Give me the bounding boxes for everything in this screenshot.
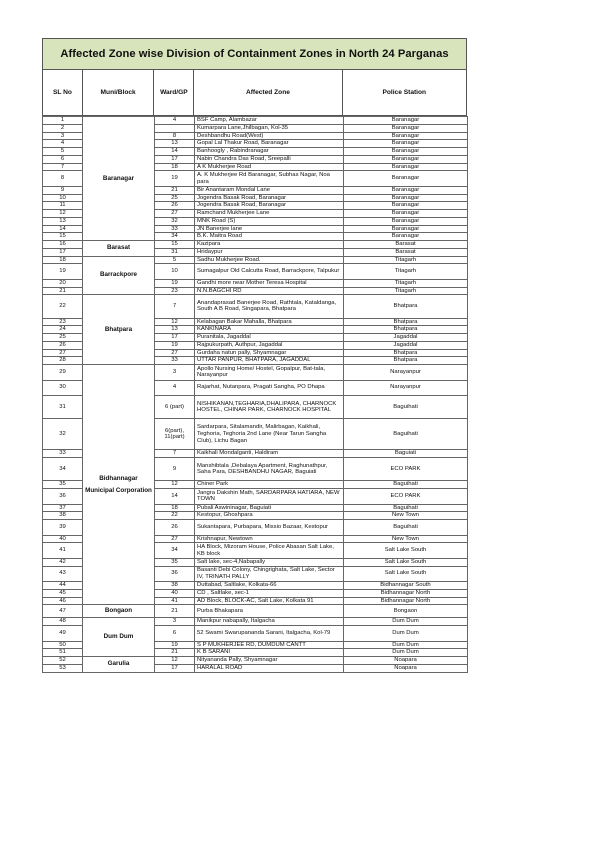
sl-no-cell: 25 bbox=[43, 334, 83, 342]
affected-zone-cell: KANKINARA bbox=[195, 326, 344, 334]
police-station-cell: Baranagar bbox=[344, 117, 468, 125]
police-station-cell: Narayanpur bbox=[344, 365, 468, 381]
ward-cell: 17 bbox=[155, 155, 195, 163]
affected-zone-cell: Nityananda Pally, Shyamnagar bbox=[195, 657, 344, 665]
affected-zone-cell: Krishnapur, Newtown bbox=[195, 535, 344, 543]
table-row bbox=[43, 365, 468, 381]
police-station-cell: Jagaddal bbox=[344, 341, 468, 349]
sl-no-cell: 52 bbox=[43, 657, 83, 665]
affected-zone-cell: Kelabagan Bakar Mahalla, Bhatpara bbox=[195, 318, 344, 326]
affected-zone-cell: Manshibtala ,Debalaya Apartment, Raghunathpur, Saha Para, DESHBANDHU NAGAR, Baguiati bbox=[195, 458, 344, 481]
police-station-cell: New Town bbox=[344, 512, 468, 520]
police-station-cell: Baranagar bbox=[344, 171, 468, 187]
police-station-cell: Baguihati bbox=[344, 419, 468, 450]
sl-no-cell: 44 bbox=[43, 582, 83, 590]
document-page bbox=[42, 38, 467, 673]
police-station-cell: Baranagar bbox=[344, 210, 468, 218]
ward-cell: 26 bbox=[155, 520, 195, 536]
police-station-cell: Titagarh bbox=[344, 256, 468, 264]
affected-zone-cell: Manikpur nabapally, Italgacha bbox=[195, 618, 344, 626]
police-station-cell: Baranagar bbox=[344, 140, 468, 148]
sl-no-cell: 9 bbox=[43, 186, 83, 194]
sl-no-cell: 24 bbox=[43, 326, 83, 334]
police-station-cell: Baguihati bbox=[344, 481, 468, 489]
municipality-cell: Garulia bbox=[83, 657, 155, 673]
police-station-cell: Barasat bbox=[344, 248, 468, 256]
police-station-cell: Dum Dum bbox=[344, 626, 468, 642]
police-station-cell: Baranagar bbox=[344, 233, 468, 241]
police-station-cell: Barasat bbox=[344, 241, 468, 249]
ward-cell: 26 bbox=[155, 202, 195, 210]
police-station-cell: Salt Lake South bbox=[344, 558, 468, 566]
sl-no-cell: 33 bbox=[43, 450, 83, 458]
police-station-cell: Bhatpara bbox=[344, 349, 468, 357]
document-title: Affected Zone wise Division of Containment Zones in North 24 Parganas bbox=[42, 38, 467, 70]
ward-cell: 35 bbox=[155, 558, 195, 566]
police-station-cell: Titagarh bbox=[344, 279, 468, 287]
affected-zone-cell: Kumarpara Lane,Jhilbagan, Kol-35 bbox=[195, 124, 344, 132]
table-row bbox=[43, 117, 468, 125]
ward-cell: 21 bbox=[155, 649, 195, 657]
affected-zone-cell: Ramchand Mukherjee Lane bbox=[195, 210, 344, 218]
police-station-cell: Baguihati bbox=[344, 396, 468, 419]
sl-no-cell: 42 bbox=[43, 558, 83, 566]
affected-zone-cell: Gandhi more near Mother Teresa Hospital bbox=[195, 279, 344, 287]
table-header bbox=[42, 70, 467, 116]
table-row bbox=[43, 295, 468, 318]
affected-zone-cell: Apollo Nursing Home/ Hostel, Gopalpur, Bat-tala, Narayanpur bbox=[195, 365, 344, 381]
header-zone: Affected Zone bbox=[194, 70, 342, 115]
sl-no-cell: 12 bbox=[43, 210, 83, 218]
affected-zone-cell: HA Block, Mizoram House, Police Abasan Salt Lake, KB block bbox=[195, 543, 344, 559]
ward-cell: 15 bbox=[155, 241, 195, 249]
affected-zone-cell: Chiner Park bbox=[195, 481, 344, 489]
police-station-cell: Noapara bbox=[344, 664, 468, 672]
police-station-cell: Dum Dum bbox=[344, 618, 468, 626]
police-station-cell: Dum Dum bbox=[344, 649, 468, 657]
ward-cell: 19 bbox=[155, 279, 195, 287]
affected-zone-cell: Duttabad, Saltlake, Kolkata-66 bbox=[195, 582, 344, 590]
sl-no-cell: 31 bbox=[43, 396, 83, 419]
sl-no-cell: 5 bbox=[43, 148, 83, 156]
sl-no-cell: 37 bbox=[43, 504, 83, 512]
ward-cell: 33 bbox=[155, 225, 195, 233]
sl-no-cell: 6 bbox=[43, 155, 83, 163]
affected-zone-cell: Basanti Debi Colony, Chingrighata, Salt Lake, Sector IV, TRINATH PALLY bbox=[195, 566, 344, 582]
ward-cell: 18 bbox=[155, 504, 195, 512]
sl-no-cell: 35 bbox=[43, 481, 83, 489]
affected-zone-cell: Sumagalpur Old Calcutta Road, Barrackpore, Talpukur bbox=[195, 264, 344, 280]
ward-cell: 14 bbox=[155, 489, 195, 505]
affected-zone-cell: Puranitala, Jagaddal bbox=[195, 334, 344, 342]
affected-zone-cell: Purba Bhakapara bbox=[195, 605, 344, 618]
sl-no-cell: 26 bbox=[43, 341, 83, 349]
ward-cell: 25 bbox=[155, 194, 195, 202]
sl-no-cell: 14 bbox=[43, 225, 83, 233]
police-station-cell: Baranagar bbox=[344, 132, 468, 140]
sl-no-cell: 18 bbox=[43, 256, 83, 264]
sl-no-cell: 41 bbox=[43, 543, 83, 559]
police-station-cell: Jagaddal bbox=[344, 334, 468, 342]
police-station-cell: Bidhannagar North bbox=[344, 589, 468, 597]
affected-zone-cell: Jogendra Basak Road, Baranagar bbox=[195, 202, 344, 210]
ward-cell: 5 bbox=[155, 256, 195, 264]
police-station-cell: ECO PARK bbox=[344, 458, 468, 481]
police-station-cell: New Town bbox=[344, 535, 468, 543]
affected-zone-cell: Sadhu Mukherjee Road. bbox=[195, 256, 344, 264]
affected-zone-cell: Rajarhat, Nutanpara, Pragati Sangha, PO Dhapa bbox=[195, 380, 344, 396]
affected-zone-cell: CD , Saltlake, sec-1 bbox=[195, 589, 344, 597]
municipality-cell: Bongaon bbox=[83, 605, 155, 618]
table-row bbox=[43, 618, 468, 626]
sl-no-cell: 4 bbox=[43, 140, 83, 148]
sl-no-cell: 22 bbox=[43, 295, 83, 318]
containment-table bbox=[42, 116, 468, 673]
ward-cell: 38 bbox=[155, 582, 195, 590]
police-station-cell: Bongaon bbox=[344, 605, 468, 618]
affected-zone-cell: UTTAR PANPUR, BHATPARA, JAGADDAL bbox=[195, 357, 344, 365]
sl-no-cell: 47 bbox=[43, 605, 83, 618]
affected-zone-cell: Gurdaha natun pally, Shyamnagar bbox=[195, 349, 344, 357]
sl-no-cell: 39 bbox=[43, 520, 83, 536]
ward-cell: 22 bbox=[155, 512, 195, 520]
ward-cell: 7 bbox=[155, 450, 195, 458]
ward-cell: 13 bbox=[155, 326, 195, 334]
affected-zone-cell: Kestopur, Ghoshpara bbox=[195, 512, 344, 520]
police-station-cell: Bhatpara bbox=[344, 357, 468, 365]
ward-cell: 18 bbox=[155, 163, 195, 171]
header-ward: Ward/GP bbox=[154, 70, 194, 115]
affected-zone-cell: Salt lake, sec-4,Nabapally bbox=[195, 558, 344, 566]
sl-no-cell: 17 bbox=[43, 248, 83, 256]
header-sl: SL No bbox=[43, 70, 83, 115]
affected-zone-cell: N.N.BAGCHI RD bbox=[195, 287, 344, 295]
police-station-cell: Bhatpara bbox=[344, 295, 468, 318]
affected-zone-cell: MNK Road (S) bbox=[195, 217, 344, 225]
ward-cell: 19 bbox=[155, 171, 195, 187]
sl-no-cell: 16 bbox=[43, 241, 83, 249]
affected-zone-cell: A. K Mukherjee Rd Baranagar, Subhas Nagar, Noa para bbox=[195, 171, 344, 187]
affected-zone-cell: JN Banerjee lane bbox=[195, 225, 344, 233]
sl-no-cell: 21 bbox=[43, 287, 83, 295]
table-row bbox=[43, 605, 468, 618]
affected-zone-cell: Kaikhali Mondalganti, Haldiram bbox=[195, 450, 344, 458]
ward-cell: 17 bbox=[155, 334, 195, 342]
ward-cell: 14 bbox=[155, 148, 195, 156]
sl-no-cell: 29 bbox=[43, 365, 83, 381]
affected-zone-cell: Sukantapara, Purbapara, Missio Bazaar, Kestopur bbox=[195, 520, 344, 536]
sl-no-cell: 2 bbox=[43, 124, 83, 132]
header-muni: Muni/Block bbox=[83, 70, 155, 115]
ward-cell bbox=[155, 124, 195, 132]
ward-cell: 4 bbox=[155, 117, 195, 125]
ward-cell: 31 bbox=[155, 248, 195, 256]
police-station-cell: Baranagar bbox=[344, 194, 468, 202]
ward-cell: 9 bbox=[155, 458, 195, 481]
sl-no-cell: 51 bbox=[43, 649, 83, 657]
sl-no-cell: 1 bbox=[43, 117, 83, 125]
affected-zone-cell: HARALAL ROAD bbox=[195, 664, 344, 672]
police-station-cell: Bhatpara bbox=[344, 318, 468, 326]
sl-no-cell: 30 bbox=[43, 380, 83, 396]
affected-zone-cell: Nabin Chandra Das Road, Sreepalli bbox=[195, 155, 344, 163]
municipality-cell: Bidhannagar Municipal Corporation bbox=[83, 365, 155, 605]
affected-zone-cell: Jogendra Basak Road, Baranagar bbox=[195, 194, 344, 202]
table-row bbox=[43, 657, 468, 665]
ward-cell: 21 bbox=[155, 605, 195, 618]
sl-no-cell: 10 bbox=[43, 194, 83, 202]
ward-cell: 12 bbox=[155, 318, 195, 326]
sl-no-cell: 45 bbox=[43, 589, 83, 597]
ward-cell: 3 bbox=[155, 618, 195, 626]
police-station-cell: Narayanpur bbox=[344, 380, 468, 396]
ward-cell: 34 bbox=[155, 233, 195, 241]
sl-no-cell: 15 bbox=[43, 233, 83, 241]
affected-zone-cell: AD Block, BLOCK-AC, Salt Lake, Kolkata 91 bbox=[195, 597, 344, 605]
ward-cell: 12 bbox=[155, 657, 195, 665]
police-station-cell: Titagarh bbox=[344, 287, 468, 295]
ward-cell: 12 bbox=[155, 481, 195, 489]
sl-no-cell: 27 bbox=[43, 349, 83, 357]
ward-cell: 17 bbox=[155, 664, 195, 672]
affected-zone-cell: Gopal Lal Thakur Road, Baranagar bbox=[195, 140, 344, 148]
police-station-cell: Bidhannagar South bbox=[344, 582, 468, 590]
police-station-cell: Baguihati bbox=[344, 504, 468, 512]
ward-cell: 7 bbox=[155, 295, 195, 318]
ward-cell: 13 bbox=[155, 140, 195, 148]
affected-zone-cell: Kazipara bbox=[195, 241, 344, 249]
sl-no-cell: 36 bbox=[43, 489, 83, 505]
sl-no-cell: 40 bbox=[43, 535, 83, 543]
sl-no-cell: 11 bbox=[43, 202, 83, 210]
ward-cell: 40 bbox=[155, 589, 195, 597]
police-station-cell: Baranagar bbox=[344, 155, 468, 163]
municipality-cell: Dum Dum bbox=[83, 618, 155, 657]
ward-cell: 6 (part) bbox=[155, 396, 195, 419]
police-station-cell: Bidhannagar North bbox=[344, 597, 468, 605]
sl-no-cell: 3 bbox=[43, 132, 83, 140]
affected-zone-cell: 52 Swami Swarupananda Sarani, Italgacha, Kol-79 bbox=[195, 626, 344, 642]
ward-cell: 3 bbox=[155, 365, 195, 381]
affected-zone-cell: Jangra Dakshin Math, SARDARPARA HATIARA, NEW TOWN bbox=[195, 489, 344, 505]
municipality-cell: Bhatpara bbox=[83, 295, 155, 365]
table-row bbox=[43, 241, 468, 249]
sl-no-cell: 49 bbox=[43, 626, 83, 642]
ward-cell: 10 bbox=[155, 264, 195, 280]
police-station-cell: Dum Dum bbox=[344, 641, 468, 649]
police-station-cell: Baranagar bbox=[344, 225, 468, 233]
sl-no-cell: 48 bbox=[43, 618, 83, 626]
sl-no-cell: 23 bbox=[43, 318, 83, 326]
police-station-cell: Baranagar bbox=[344, 148, 468, 156]
ward-cell: 19 bbox=[155, 341, 195, 349]
ward-cell: 36 bbox=[155, 566, 195, 582]
municipality-cell: Barasat bbox=[83, 241, 155, 257]
sl-no-cell: 46 bbox=[43, 597, 83, 605]
ward-cell: 27 bbox=[155, 535, 195, 543]
affected-zone-cell: S P MUKHERJEE RD, DUMDUM CANTT bbox=[195, 641, 344, 649]
ward-cell: 6 bbox=[155, 626, 195, 642]
police-station-cell: Salt Lake South bbox=[344, 543, 468, 559]
ward-cell: 27 bbox=[155, 349, 195, 357]
ward-cell: 21 bbox=[155, 186, 195, 194]
affected-zone-cell: Hridaypur bbox=[195, 248, 344, 256]
ward-cell: 6(part), 11(part) bbox=[155, 419, 195, 450]
sl-no-cell: 20 bbox=[43, 279, 83, 287]
affected-zone-cell: BSF Camp, Alambazar bbox=[195, 117, 344, 125]
police-station-cell: Baguihati bbox=[344, 520, 468, 536]
header-ps: Police Station bbox=[382, 89, 427, 96]
ward-cell: 33 bbox=[155, 357, 195, 365]
ward-cell: 4 bbox=[155, 380, 195, 396]
table-row bbox=[43, 256, 468, 264]
police-station-cell: Baguiati bbox=[344, 450, 468, 458]
affected-zone-cell: A K Mukherjee Road bbox=[195, 163, 344, 171]
affected-zone-cell: Deshbandhu Road(West) bbox=[195, 132, 344, 140]
affected-zone-cell: Anandaprasad Banerjee Road, Rathtala, Kataldanga, South A B Road, Singapara, Bhatpara bbox=[195, 295, 344, 318]
sl-no-cell: 32 bbox=[43, 419, 83, 450]
police-station-cell: Baranagar bbox=[344, 202, 468, 210]
sl-no-cell: 38 bbox=[43, 512, 83, 520]
ward-cell: 8 bbox=[155, 132, 195, 140]
sl-no-cell: 8 bbox=[43, 171, 83, 187]
affected-zone-cell: Bir Anantaram Mondal Lane bbox=[195, 186, 344, 194]
sl-no-cell: 13 bbox=[43, 217, 83, 225]
affected-zone-cell: B.K. Maitra Road bbox=[195, 233, 344, 241]
affected-zone-cell: Banhoogly , Rabindranagar bbox=[195, 148, 344, 156]
affected-zone-cell: Sardarpara, Sitalamandir, Malirbagan, Kaikhali, Teghoria, Teghoria 2nd Lane (Near Tarun Sangha Club), Lichu Bagan bbox=[195, 419, 344, 450]
police-station-cell: ECO PARK bbox=[344, 489, 468, 505]
sl-no-cell: 28 bbox=[43, 357, 83, 365]
ward-cell: 32 bbox=[155, 217, 195, 225]
police-station-cell: Noapara bbox=[344, 657, 468, 665]
police-station-cell: Baranagar bbox=[344, 124, 468, 132]
affected-zone-cell: Pubali Aswininagar, Baguiati bbox=[195, 504, 344, 512]
ward-cell: 41 bbox=[155, 597, 195, 605]
ward-cell: 34 bbox=[155, 543, 195, 559]
sl-no-cell: 50 bbox=[43, 641, 83, 649]
sl-no-cell: 7 bbox=[43, 163, 83, 171]
police-station-cell: Titagarh bbox=[344, 264, 468, 280]
affected-zone-cell: Rajpukurpath, Authpur, Jagaddal bbox=[195, 341, 344, 349]
municipality-cell: Baranagar bbox=[83, 117, 155, 241]
sl-no-cell: 19 bbox=[43, 264, 83, 280]
ward-cell: 23 bbox=[155, 287, 195, 295]
sl-no-cell: 53 bbox=[43, 664, 83, 672]
affected-zone-cell: NISHIKANAN,TEGHARIA,DHALIPARA, CHARNOCK HOSTEL, CHINAR PARK, CHARNOCK HOSPITAL bbox=[195, 396, 344, 419]
police-station-cell: Baranagar bbox=[344, 163, 468, 171]
police-station-cell: Baranagar bbox=[344, 217, 468, 225]
police-station-cell: Bhatpara bbox=[344, 326, 468, 334]
sl-no-cell: 43 bbox=[43, 566, 83, 582]
municipality-cell: Barrackpore bbox=[83, 256, 155, 295]
police-station-cell: Baranagar bbox=[344, 186, 468, 194]
ward-cell: 19 bbox=[155, 641, 195, 649]
ward-cell: 27 bbox=[155, 210, 195, 218]
sl-no-cell: 34 bbox=[43, 458, 83, 481]
police-station-cell: Salt Lake South bbox=[344, 566, 468, 582]
affected-zone-cell: K B SARANI bbox=[195, 649, 344, 657]
